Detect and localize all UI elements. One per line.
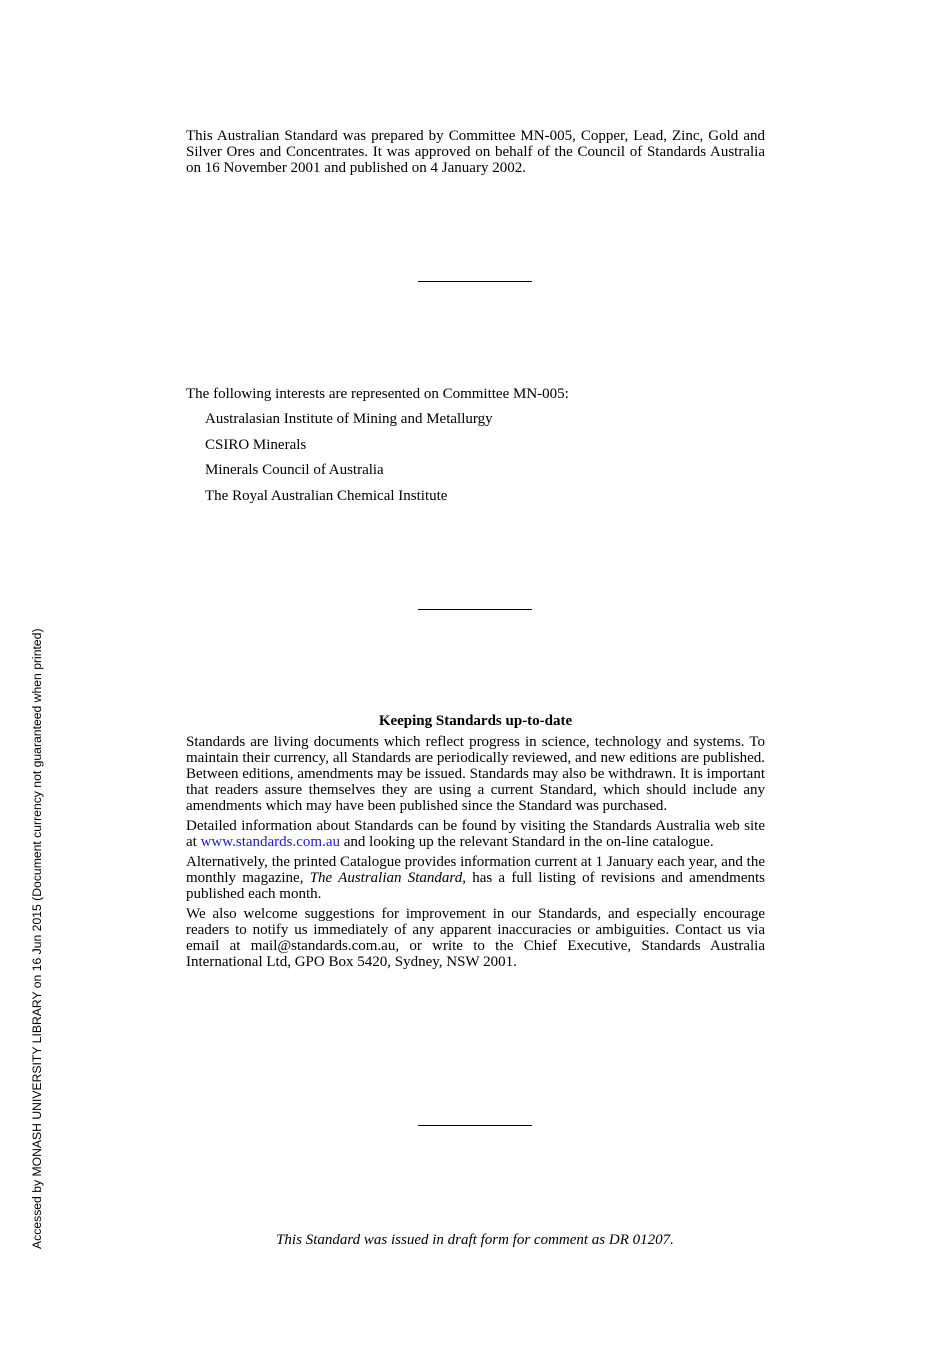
divider-rule [418,281,532,282]
committee-intro: The following interests are represented on Committee MN-005: [186,386,569,402]
keeping-standards-section [186,713,765,974]
standards-website-link[interactable]: www.standards.com.au [200,834,340,850]
draft-issue-note [0,1231,950,1249]
committee-member: CSIRO Minerals [205,436,307,453]
committee-interests [186,385,765,512]
draft-issue-text: This Standard was issued in draft form for comment as DR 01207. [276,1232,674,1248]
text-run: and looking up the relevant Standard in the on-line catalogue. [340,834,714,850]
text-run: , has a full listing of revisions and amendments published each month. [186,870,765,902]
committee-member-list [186,410,765,505]
paragraph-living-documents: Standards are living documents which reflect progress in science, technology and systems. To maintain their currency, all Standards are periodically reviewed, and new editions are published. Between editions, amendments may be issued. Standards may also be withdrawn. It is important that readers assure themselves they are using a current Standard, which should include any amendments which may have been published since the Standard was purchased. [186,734,765,814]
committee-member: Minerals Council of Australia [205,462,384,478]
section-heading: Keeping Standards up-to-date [378,713,573,729]
text-run: Alternatively, the printed Catalogue provides information current at 1 January each year, and the monthly magazine, [186,854,765,886]
divider-rule [418,609,532,610]
committee-member: The Royal Australian Chemical Institute [205,487,448,504]
divider-rule [418,1125,532,1126]
paragraph-website-info [186,818,765,850]
text-run: Detailed information about Standards can be found by visiting the Standards Australia web site at [186,818,765,850]
paragraph-catalogue-info [186,854,765,902]
paragraph-contact-info: We also welcome suggestions for improvement in our Standards, and especially encourage readers to notify us immediately of any apparent inaccuracies or ambiguities. Contact us via email at mail@standards.com.au, or write to the Chief Executive, Standards Australia International Ltd, GPO Box 5420, Sydney, NSW 2001. [186,906,765,970]
magazine-title: The Australian Standard [309,870,463,886]
preparation-statement: This Australian Standard was prepared by Committee MN-005, Copper, Lead, Zinc, Gold and Silver Ores and Concentrates. It was approved on behalf of the Council of Standards Australia on 16 November 2001 and published on 4 January 2002. [186,128,765,176]
access-notice-sidebar: Accessed by MONASH UNIVERSITY LIBRARY on 16 Jun 2015 (Document currency not guaranteed when printed) [30,628,44,1249]
committee-member: Australasian Institute of Mining and Metallurgy [205,411,493,427]
